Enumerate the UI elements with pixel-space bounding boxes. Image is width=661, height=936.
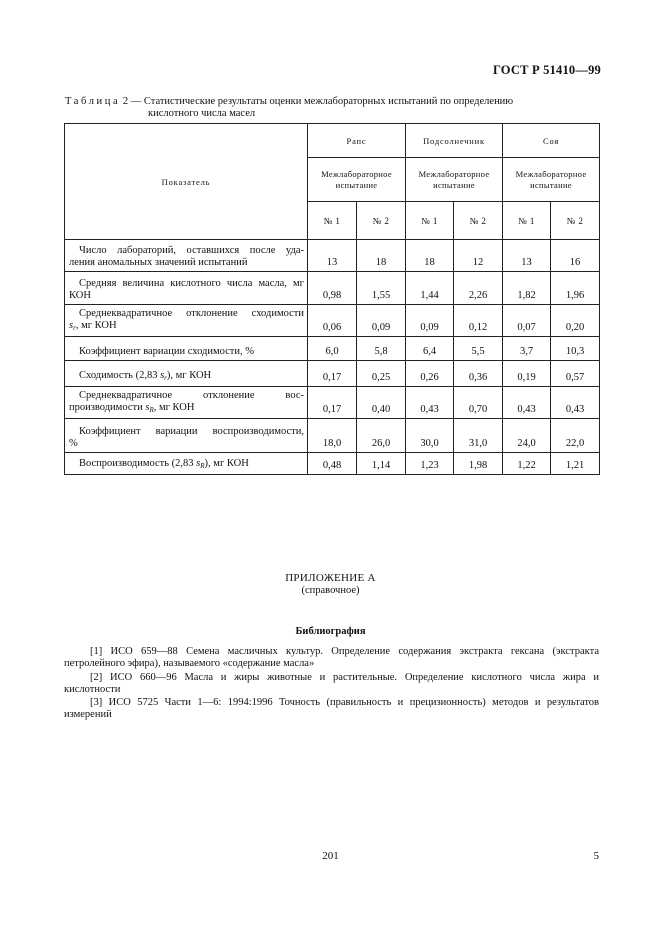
value-cell: 13 (503, 240, 551, 272)
indicator-cell: Число лабораторий, оставшихся после уда- ления аномальных значений испытаний (65, 240, 308, 272)
bibliography-entry: [2] ИСО 660—96 Масла и жиры животные и растительные. Определение кислотного числа жира и кислотности (64, 672, 599, 695)
caption-line2: кислотного числа масел (148, 108, 256, 119)
value-cell: 0,40 (357, 387, 406, 419)
value-cell: 6,0 (308, 337, 357, 361)
value-cell: 1,14 (357, 453, 406, 475)
value-cell: 13 (308, 240, 357, 272)
value-cell: 18 (406, 240, 454, 272)
value-cell: 26,0 (357, 419, 406, 453)
indicator-cell: Коэффициент вариации воспроизводимости, % (65, 419, 308, 453)
appendix-title: ПРИЛОЖЕНИЕ А (285, 572, 376, 584)
page-sequence-number: 5 (593, 850, 599, 862)
test-type-header: Межлабораторное испытание (503, 158, 600, 202)
value-cell: 1,44 (406, 272, 454, 305)
value-cell: 0,43 (406, 387, 454, 419)
value-cell: 2,26 (454, 272, 503, 305)
test-number-header: № 2 (551, 202, 600, 240)
table-row (65, 305, 600, 337)
bibliography-entry: [1] ИСО 659—88 Семена масличных культур. Определение содержания экстракта гексана (экстракта петролейного эфира), называемого «содержание масла» (64, 646, 599, 669)
value-cell: 3,7 (503, 337, 551, 361)
indicator-cell: Среднеквадратичное отклонение сходимости sr, мг КОН (65, 305, 308, 337)
crop-header-rapeseed: Рапс (308, 124, 406, 158)
table-row (65, 337, 600, 361)
statistics-table (64, 123, 600, 475)
value-cell: 6,4 (406, 337, 454, 361)
value-cell: 1,22 (503, 453, 551, 475)
indicator-header: Показатель (65, 124, 308, 240)
standard-code: ГОСТ Р 51410—99 (492, 63, 601, 77)
table-row (65, 453, 600, 475)
indicator-cell: Сходимость (2,83 sr), мг КОН (65, 361, 308, 387)
value-cell: 1,96 (551, 272, 600, 305)
value-cell: 10,3 (551, 337, 600, 361)
test-number-header: № 1 (308, 202, 357, 240)
value-cell: 0,36 (454, 361, 503, 387)
value-cell: 0,09 (406, 305, 454, 337)
value-cell: 0,17 (308, 387, 357, 419)
value-cell: 5,8 (357, 337, 406, 361)
indicator-cell: Воспроизводимость (2,83 sR), мг КОН (65, 453, 308, 475)
crop-header-soy: Соя (503, 124, 600, 158)
test-type-header: Межлабораторное испытание (308, 158, 406, 202)
test-number-header: № 2 (357, 202, 406, 240)
value-cell: 16 (551, 240, 600, 272)
value-cell: 24,0 (503, 419, 551, 453)
value-cell: 0,43 (503, 387, 551, 419)
value-cell: 0,43 (551, 387, 600, 419)
value-cell: 22,0 (551, 419, 600, 453)
value-cell: 5,5 (454, 337, 503, 361)
value-cell: 1,21 (551, 453, 600, 475)
value-cell: 0,09 (357, 305, 406, 337)
value-cell: 12 (454, 240, 503, 272)
bibliography-title: Библиография (295, 626, 366, 637)
table-row (65, 387, 600, 419)
value-cell: 1,55 (357, 272, 406, 305)
value-cell: 0,12 (454, 305, 503, 337)
test-number-header: № 1 (406, 202, 454, 240)
value-cell: 0,25 (357, 361, 406, 387)
value-cell: 0,70 (454, 387, 503, 419)
test-number-header: № 2 (454, 202, 503, 240)
indicator-cell: Среднеквадратичное отклонение вос- производимости sR, мг КОН (65, 387, 308, 419)
value-cell: 18 (357, 240, 406, 272)
indicator-cell: Средняя величина кислотного числа масла, мг КОН (65, 272, 308, 305)
bibliography-entry: [3] ИСО 5725 Части 1—6: 1994:1996 Точность (правильность и прецизионность) методов и результатов измерений (64, 697, 599, 720)
value-cell: 31,0 (454, 419, 503, 453)
caption-prefix: Таблица (65, 96, 121, 107)
table-row (65, 361, 600, 387)
table-row (65, 272, 600, 305)
value-cell: 0,06 (308, 305, 357, 337)
table-row (65, 240, 600, 272)
value-cell: 0,26 (406, 361, 454, 387)
value-cell: 1,98 (454, 453, 503, 475)
page-number: 201 (322, 850, 339, 862)
value-cell: 18,0 (308, 419, 357, 453)
value-cell: 0,19 (503, 361, 551, 387)
indicator-cell: Коэффициент вариации сходимости, % (65, 337, 308, 361)
value-cell: 0,48 (308, 453, 357, 475)
value-cell: 0,07 (503, 305, 551, 337)
value-cell: 0,57 (551, 361, 600, 387)
value-cell: 0,20 (551, 305, 600, 337)
test-type-header: Межлабораторное испытание (406, 158, 503, 202)
crop-header-sunflower: Подсолнечник (406, 124, 503, 158)
value-cell: 1,23 (406, 453, 454, 475)
caption-line1: 2 — Статистические результаты оценки межлабораторных испытаний по определению (120, 96, 514, 107)
value-cell: 1,82 (503, 272, 551, 305)
value-cell: 0,17 (308, 361, 357, 387)
value-cell: 30,0 (406, 419, 454, 453)
table-row (65, 419, 600, 453)
value-cell: 0,98 (308, 272, 357, 305)
appendix-subtitle: (справочное) (301, 585, 360, 596)
test-number-header: № 1 (503, 202, 551, 240)
table-caption (65, 96, 605, 120)
